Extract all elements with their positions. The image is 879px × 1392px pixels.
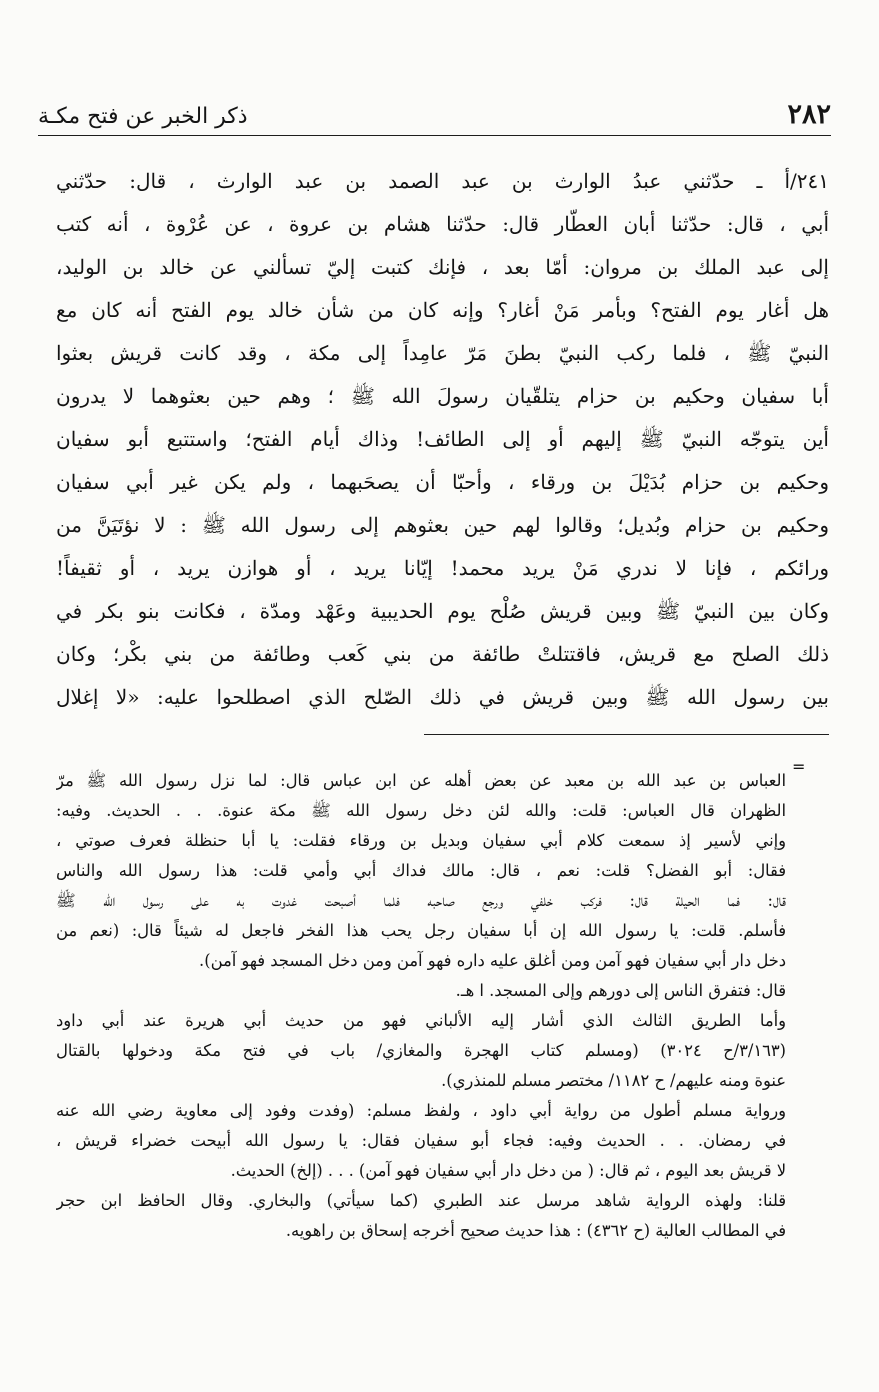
footnote-line: وإني لأسير إذ سمعت كلام أبي سفيان وبديل بن ورقاء فقلت: يا أبا حنظلة فعرف صوتي ،	[56, 831, 786, 850]
footnote-line: فقال: أبو الفضل؟ قلت: نعم ، قال: مالك فداك أبي وأمي قلت: هذا رسول الله والناس	[56, 861, 786, 880]
footnote-line: الظهران قال العباس: قلت: والله لئن دخل رسول الله ﷺ مكة عنوة. . . الحديث. وفيه:	[56, 801, 786, 820]
footnote-line: (٣/١٦٣/ح ٣٠٢٤) (ومسلم كتاب الهجرة والمغازي/ باب في فتح مكة ودخولها بالقتال	[56, 1041, 786, 1060]
footnote-line: لا قريش بعد اليوم ، ثم قال: ( من دخل دار أبي سفيان فهو آمن) . . . (إلخ) الحديث.	[230, 1161, 786, 1180]
footnote-line: عنوة ومنه عليهم/ ح ١١٨٢/ مختصر مسلم للمنذري).	[441, 1071, 786, 1090]
main-text-line: أين يتوجّه النبيّ ﷺ إليهم أو إلى الطائف! وذاك أيام الفتح؛ واستتبع أبو سفيان	[56, 427, 829, 451]
main-text-line: بين رسول الله ﷺ وبين قريش في ذلك الصّلح الذي اصطلحوا عليه: «لا إغلال	[56, 685, 829, 709]
running-title: ذكر الخبر عن فتح مكـة	[38, 104, 248, 129]
footnote-separator	[424, 734, 829, 735]
main-text-line: ورائكم ، فإنا لا ندري مَنْ يريد محمد! إيّانا يريد ، أو هوازن يريد ، أو ثقيفاً!	[56, 556, 829, 580]
footnote-line: دخل دار أبي سفيان فهو آمن ومن أغلق عليه داره فهو آمن ومن دخل المسجد فهو آمن).	[199, 951, 786, 970]
footnotes	[56, 766, 786, 1246]
main-text-line: وكان بين النبيّ ﷺ وبين قريش صُلْح يوم الحديبية وعَهْد ومدّة ، فكانت بنو بكر في	[56, 599, 829, 623]
page-header	[38, 86, 831, 136]
main-text-line: وحكيم بن حزام بُدَيْلَ بن ورقاء ، وأحبّا أن يصحَبهما ، ولم يكن غير أبي سفيان	[56, 470, 829, 494]
footnote-line: قال: فما الحيلة قال: فركب خلفي ورجع صاحبه فلما أصبحت غدوت به على رسول الله ﷺ	[56, 891, 786, 910]
main-text-line: ذلك الصلح مع قريش، فاقتتلتْ طائفة من بني كَعب وطائفة من بني بكْر؛ وكان	[56, 642, 829, 666]
footnote-line: ورواية مسلم أطول من رواية أبي داود ، ولفظ مسلم: (وفدت وفود إلى معاوية رضي الله عنه	[56, 1101, 786, 1120]
main-text-line: النبيّ ﷺ ، فلما ركب النبيّ بطنَ مَرّ عامِداً إلى مكة ، وقد كانت قريش بعثوا	[56, 341, 829, 365]
footnote-line: فأسلم. قلت: يا رسول الله إن أبا سفيان رجل يحب هذا الفخر فاجعل له شيئاً قال: (نعم من	[56, 921, 786, 940]
footnote-line: العباس بن عبد الله بن معبد عن بعض أهله عن ابن عباس قال: لما نزل رسول الله ﷺ مرّ	[56, 771, 786, 790]
footnote-line: قال: فتفرق الناس إلى دورهم وإلى المسجد. ا هـ.	[455, 981, 786, 1000]
footnote-line: في رمضان. . . الحديث وفيه: فجاء أبو سفيان فقال: يا رسول الله أبيحت خضراء قريش ،	[56, 1131, 786, 1150]
main-text-line: أبا سفيان وحكيم بن حزام يتلقّيان رسولَ الله ﷺ ؛ وهم حين بعثوهما لا يدرون	[56, 384, 829, 408]
footnote-line: قلنا: ولهذه الرواية شاهد مرسل عند الطبري (كما سيأتي) والبخاري. وقال الحافظ ابن حجر	[56, 1191, 786, 1210]
footnote-line: وأما الطريق الثالث الذي أشار إليه الألباني فهو من حديث أبي هريرة عند أبي داود	[56, 1011, 786, 1030]
main-text-line: إلى عبد الملك بن مروان: أمّا بعد ، فإنك كتبت إليّ تسألني عن خالد بن الوليد،	[56, 255, 829, 279]
page-number: ٢٨٢	[787, 99, 831, 130]
main-text-line: وحكيم بن حزام وبُديل؛ وقالوا لهم حين بعثوهم إلى رسول الله ﷺ : لا نؤتَيَنَّ من	[56, 513, 829, 537]
footnote-continuation-marker: =	[792, 757, 806, 776]
footnote-line: في المطالب العالية (ح ٤٣٦٢) : هذا حديث صحيح أخرجه إسحاق بن راهويه.	[285, 1221, 786, 1240]
main-text	[56, 160, 829, 719]
main-text-line: هل أغار يوم الفتح؟ وبأمر مَنْ أغار؟ وإنه كان من شأن خالد يوم الفتح أنه كان مع	[56, 298, 829, 322]
main-text-line: ٢٤١/أ ـ حدّثني عبدُ الوارث بن عبد الصمد بن عبد الوارث ، قال: حدّثني	[56, 169, 829, 193]
main-text-line: أبي ، قال: حدّثنا أبان العطّار قال: حدّثنا هشام بن عروة ، عن عُرْوة ، أنه كتب	[56, 212, 829, 236]
